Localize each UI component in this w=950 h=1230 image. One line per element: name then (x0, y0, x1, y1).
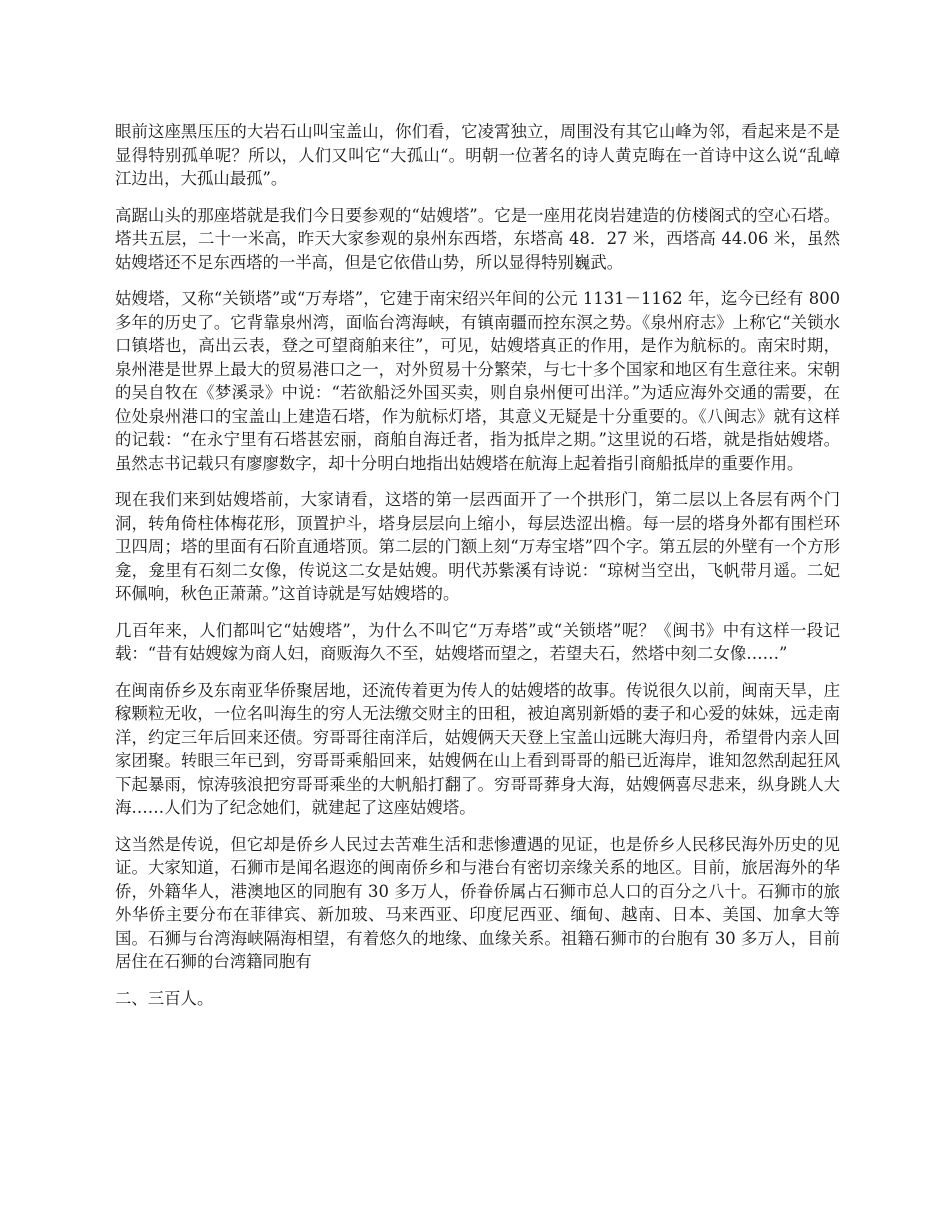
paragraph-overseas-chinese: 这当然是传说，但它却是侨乡人民过去苦难生活和悲惨遭遇的见证，也是侨乡人民移民海外历史的见证。大家知道，石狮市是闻名遐迩的闽南侨乡和与港台有密切亲缘关系的地区。目前，旅居海外的华侨，外籍华人，港澳地区的同胞有 30 多万人，侨眷侨属占石狮市总人口的百分之八十。石狮市的旅外华侨主要分布在菲律宾、新加玻、马来西亚、印度尼西亚、缅甸、越南、日本、美国、加拿大等国。石狮与台湾海峡隔海相望，有着悠久的地缘、血缘关系。祖籍石狮市的台胞有 30 多万人，目前居住在石狮的台湾籍同胞有 (115, 834, 840, 971)
paragraph-tower-overview: 高踞山头的那座塔就是我们今日要参观的“姑嫂塔”。它是一座用花岗岩建造的仿楼阁式的空心石塔。塔共五层，二十一米高，昨天大家参观的泉州东西塔，东塔高 48．27 米，西塔高 44.06 米，虽然姑嫂塔还不足东西塔的一半高，但是它依借山势，所以显得特别巍武。 (115, 205, 840, 272)
document-body (115, 120, 840, 1023)
paragraph-baogai-mountain: 眼前这座黑压压的大岩石山叫宝盖山，你们看，它凌霄独立，周围没有其它山峰为邻，看起来是不是显得特别孤单呢？所以，人们又叫它“大孤山“。明朝一位著名的诗人黄克晦在一首诗中这么说“乱嶂江边出，大孤山最孤”。 (115, 122, 840, 188)
paragraph-tower-name-origin: 几百年来，人们都叫它“姑嫂塔”，为什么不叫它“万寿塔”或“关锁塔”呢？《闽书》中有这样一段记载：“昔有姑嫂嫁为商人妇，商贩海久不至，姑嫂塔而望之，若望夫石，然塔中刻二女像……” (115, 620, 840, 663)
paragraph-legend: 在闽南侨乡及东南亚华侨聚居地，还流传着更为传人的姑嫂塔的故事。传说很久以前，闽南天旱，庄稼颗粒无收，一位名叫海生的穷人无法缴交财主的田租，被迫离别新婚的妻子和心爱的妹妹，远走南洋，约定三年后回来还债。穷哥哥往南洋后，姑嫂俩天天登上宝盖山远眺大海归舟，希望骨内亲人回家团聚。转眼三年已到，穷哥哥乘船回来，姑嫂俩在山上看到哥哥的船已近海岸，谁知忽然刮起狂风下起暴雨，惊涛骇浪把穷哥哥乘坐的大帆船打翻了。穷哥哥葬身大海，姑嫂俩喜尽悲来，纵身跳人大海……人们为了纪念她们，就建起了这座姑嫂塔。 (115, 680, 840, 817)
paragraph-tower-structure: 现在我们来到姑嫂塔前，大家请看，这塔的第一层西面开了一个拱形门，第二层以上各层有两个门洞，转角倚柱体梅花形，顶置护斗，塔身层层向上缩小，每层迭涩出檐。每一层的塔身外都有围栏环卫四周；塔的里面有石阶直通塔顶。第二层的门额上刻“万寿宝塔”四个字。第五层的外壁有一个方形龛，龛里有石刻二女像，传说这二女是姑嫂。明代苏紫溪有诗说：“琼树当空出，飞帆带月遥。二妃环佩响，秋色正萧萧。”这首诗就是写姑嫂塔的。 (115, 490, 840, 603)
paragraph-closing: 二、三百人。 (115, 988, 214, 1008)
paragraph-tower-history: 姑嫂塔，又称“关锁塔”或“万寿塔”，它建于南宋绍兴年间的公元 1131－1162 年，迄今已经有 800 多年的历史了。它背靠泉州湾，面临台湾海峡，有镇南疆而控东溟之势。《泉州府志》上称它“关锁水口镇塔也，高出云表，登之可望商舶来往”，可见，姑嫂塔真正的作用，是作为航标的。南宋时期，泉州港是世界上最大的贸易港口之一，对外贸易十分繁荣，与七十多个国家和地区有生意往来。宋朝的吴自牧在《梦溪录》中说：“若欲船泛外国买卖，则自泉州便可出洋。”为适应海外交通的需要，在位处泉州港口的宝盖山上建造石塔，作为航标灯塔，其意义无疑是十分重要的。《八闽志》就有这样的记载：“在永宁里有石塔甚宏丽，商舶自海迁者，指为抵岸之期。”这里说的石塔，就是指姑嫂塔。虽然志书记载只有廖廖数字，却十分明白地指出姑嫂塔在航海上起着指引商船抵岸的重要作用。 (115, 289, 840, 473)
